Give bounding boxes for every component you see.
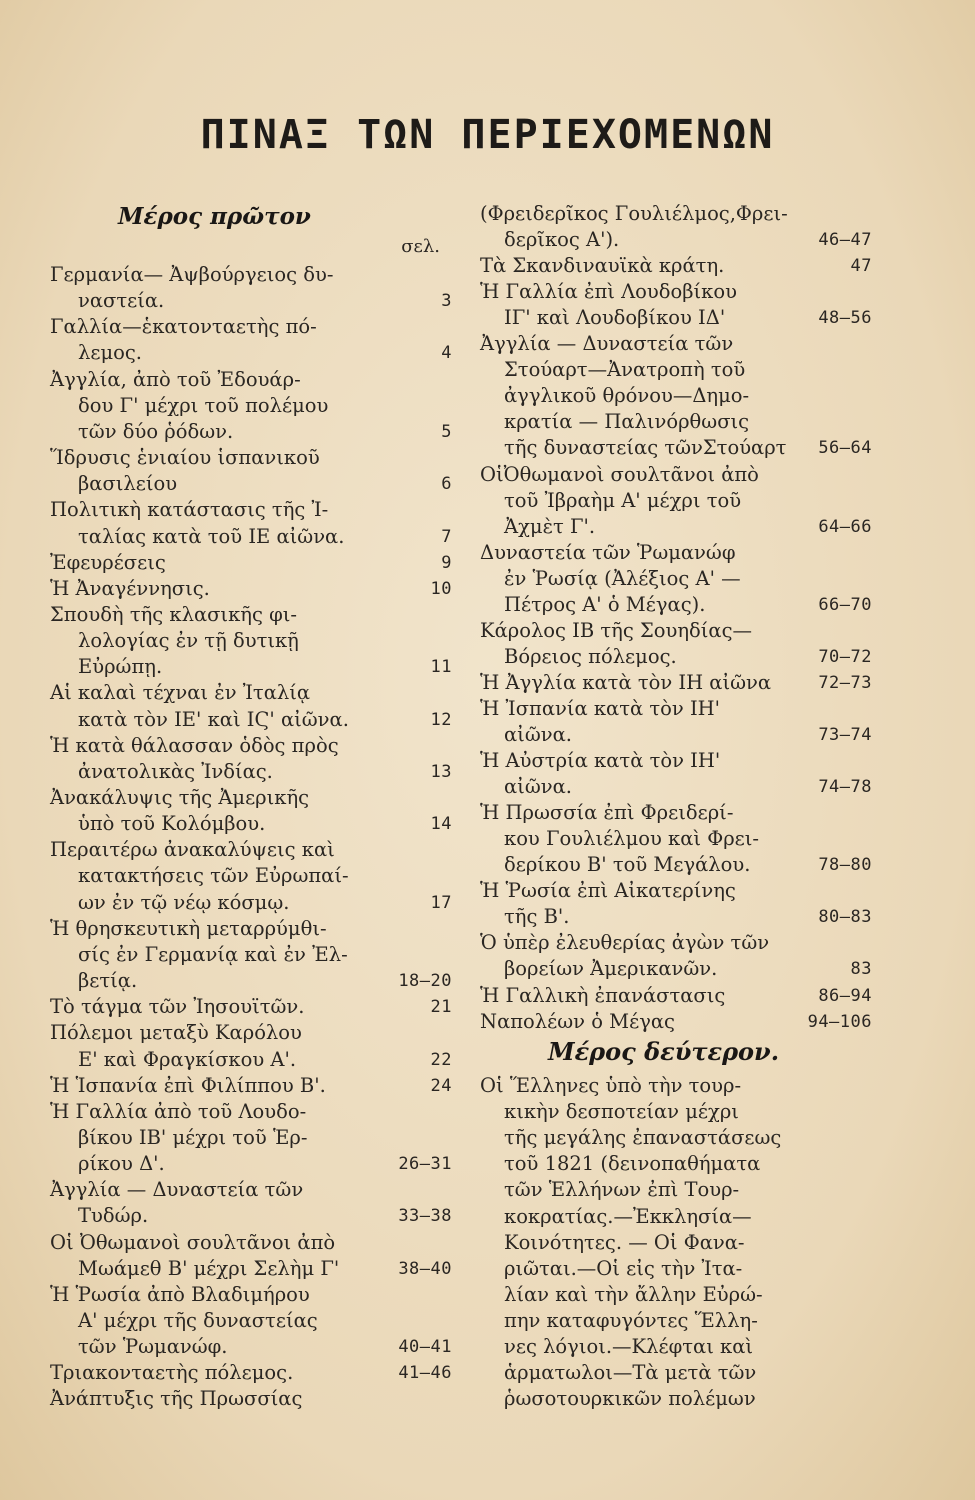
toc-entry-line [50, 340, 452, 366]
entry-text: πην καταφυγόντες Ἕλλη- [504, 1308, 758, 1332]
entry-text: αἰῶνα. [504, 723, 572, 746]
page-number: 78—80 [818, 855, 872, 876]
page-number: 18—20 [398, 971, 452, 992]
entry-text: Κάρολος ΙΒ τῆς Σουηδίας— [480, 618, 753, 642]
toc-entry-line [480, 878, 900, 904]
page-number: 24 [430, 1075, 452, 1096]
toc-entry-line [480, 722, 900, 748]
entry-text: κικὴν δεσποτείαν μέχρι [504, 1100, 739, 1124]
entry-text: Ἡ Ῥωσία ἐπὶ Αἰκατερίνης [480, 879, 736, 903]
toc-entry-line [480, 930, 900, 956]
entry-text: Πολιτικὴ κατάστασις τῆς Ἰ- [50, 498, 329, 522]
entry-text: βετίᾳ. [78, 969, 138, 993]
entry-text: λίαν καὶ τὴν ἄλλην Εὐρώ- [504, 1282, 763, 1306]
toc-entry-line [480, 774, 900, 800]
entry-text: δερῖκος Α'). [504, 228, 620, 252]
toc-entry-line [50, 942, 452, 968]
entry-text: ΙΓ' καὶ Λουδοβίκου ΙΔ' [504, 306, 726, 330]
toc-entry-line [480, 1282, 900, 1308]
entry-text: Τυδώρ. [78, 1204, 149, 1228]
toc-entry-line [480, 1230, 900, 1256]
toc-entry-line [480, 644, 900, 670]
page-number: 83 [850, 959, 872, 980]
toc-entry-line [480, 331, 900, 357]
toc-entry-line [50, 1386, 452, 1412]
toc-entry-line [50, 1256, 452, 1282]
entry-text: ταλίας κατὰ τοῦ ΙΕ αἰῶνα. [78, 524, 345, 548]
toc-entry-line [50, 576, 452, 602]
page-number: 48—56 [818, 308, 872, 329]
toc-entry-line [480, 462, 900, 488]
toc-entry-line [50, 863, 452, 889]
entry-text: ῥωσοτουρκικῶν πολέμων [504, 1387, 756, 1411]
entry-text: τῆς μεγάλης ἐπαναστάσεως [504, 1126, 782, 1150]
page-number: 46—47 [818, 230, 872, 251]
entry-text: τῶν Ῥωμανώφ. [78, 1335, 228, 1359]
entry-text: τῆς Β'. [504, 905, 570, 929]
toc-entry-line [480, 1125, 900, 1151]
entry-text: Μωάμεθ Β' μέχρι Σελὴμ Γ' [78, 1256, 340, 1280]
entry-text: Σπουδὴ τῆς κλασικῆς φι- [50, 602, 297, 626]
page-number: 86—94 [818, 985, 872, 1006]
entry-text: ναστεία. [78, 289, 165, 313]
entry-text: τοῦ 1821 (δεινοπαθήματα [504, 1152, 761, 1176]
entry-text: Ὁ ὑπὲρ ἐλευθερίας ἀγὼν τῶν [480, 931, 770, 955]
toc-entry-line [50, 785, 452, 811]
toc-entry-line [480, 1386, 900, 1412]
toc-entry-line [480, 1099, 900, 1125]
toc-entry-line [50, 1308, 452, 1334]
page-number: 94—106 [807, 1011, 872, 1032]
entry-text: Α' μέχρι τῆς δυναστείας [78, 1309, 318, 1332]
page-number: 14 [430, 814, 452, 835]
entry-text: Ἡ Ἰσπανία κατὰ τὸν ΙΗ' [480, 696, 721, 720]
toc-entry-line [480, 1204, 900, 1230]
toc-entry-line [480, 1308, 900, 1334]
page-number: 70—72 [818, 646, 872, 667]
entry-text: Ἡ Αὐστρία κατὰ τὸν ΙΗ' [480, 749, 721, 773]
entry-text: δου Γ' μέχρι τοῦ πολέμου [78, 393, 329, 417]
toc-entry-line [50, 1020, 452, 1046]
entry-text: λολογίας ἐν τῇ δυτικῇ [78, 629, 299, 653]
toc-entry-line [50, 837, 452, 863]
page-number: 40—41 [398, 1337, 452, 1358]
entry-text: κατὰ τὸν ΙΕ' καὶ ΙϚ' αἰῶνα. [78, 707, 349, 731]
entry-text: δερίκου Β' τοῦ Μεγάλου. [504, 853, 751, 877]
toc-entry-line [480, 383, 900, 409]
toc-entry-line [50, 1073, 452, 1099]
toc-entry-line [480, 956, 900, 982]
toc-entry-line [480, 357, 900, 383]
page-number: 38—40 [398, 1258, 452, 1279]
entry-text: ρίκου Δ'. [78, 1152, 165, 1176]
entry-text: Ἡ Πρωσσία ἐπὶ Φρειδερί- [480, 801, 734, 825]
entry-text: Ἀχμὲτ Γ'. [504, 514, 596, 538]
toc-entry-line [480, 201, 900, 227]
page-number: 6 [441, 474, 452, 495]
entry-text: τοῦ Ἰβραὴμ Α' μέχρι τοῦ [504, 488, 742, 512]
entry-text: Πόλεμοι μεταξὺ Καρόλου [50, 1021, 302, 1045]
toc-entry-line [480, 514, 900, 540]
page-number: 7 [441, 526, 452, 547]
toc-entry-line [50, 1125, 452, 1151]
page-number: 26—31 [398, 1154, 452, 1175]
entry-text: Βόρειος πόλεμος. [504, 644, 677, 668]
entry-text: κου Γουλιέλμου καὶ Φρει- [504, 827, 760, 851]
entry-text: ἐν Ῥωσίᾳ (Ἀλέξιος Α' — [504, 566, 741, 590]
entry-text: Ἵδρυσις ἑνιαίου ἱσπανικοῦ [50, 446, 320, 470]
page-number: 56—64 [818, 438, 872, 459]
toc-entry-line [50, 890, 452, 916]
page-number: 47 [850, 256, 872, 277]
page-number: 72—73 [818, 672, 872, 693]
entry-text: Πέτρος Α' ὁ Μέγας). [504, 592, 706, 616]
page-number: 10 [430, 578, 452, 599]
toc-entry-line [480, 748, 900, 774]
page-number: 66—70 [818, 594, 872, 615]
toc-entry-line [50, 994, 452, 1020]
toc-entry-line [50, 968, 452, 994]
entry-text: κρατία — Παλινόρθωσις [504, 410, 750, 434]
toc-entry-line [480, 409, 900, 435]
page-number: 80—83 [818, 907, 872, 928]
toc-entry-line [50, 733, 452, 759]
toc-entry-line [50, 1151, 452, 1177]
toc-entry-line [480, 852, 900, 878]
entry-text: Περαιτέρω ἀνακαλύψεις καὶ [50, 838, 335, 862]
entry-text: αἰῶνα. [504, 775, 572, 799]
entry-text: Ε' καὶ Φραγκίσκου Α'. [78, 1047, 297, 1071]
toc-entry-line [50, 367, 452, 393]
toc-entry-line [50, 314, 452, 340]
toc-entry-line [50, 916, 452, 942]
entry-text: ἁρματωλοι—Τὰ μετὰ τῶν [504, 1361, 757, 1385]
toc-entry-line [480, 227, 900, 253]
page-number: 3 [441, 291, 452, 312]
toc-entry-line [480, 435, 900, 461]
entry-text: Ἀγγλία, ἀπὸ τοῦ Ἐδουάρ- [50, 367, 301, 391]
entry-text: Ἀνάπτυξις τῆς Πρωσσίας [50, 1387, 303, 1411]
toc-entry-line [50, 1047, 452, 1073]
entry-text: Γαλλία—ἑκατονταετὴς πό- [50, 315, 317, 339]
toc-entry-line [50, 1360, 452, 1386]
entry-text: ΟἱὈθωμανοὶ σουλτᾶνοι ἀπὸ [480, 462, 759, 486]
page-number: 17 [430, 892, 452, 913]
toc-entry-line [50, 262, 452, 288]
toc-entry-line [50, 1203, 452, 1229]
toc-entry-line [480, 253, 900, 279]
toc-entry-line [480, 1177, 900, 1203]
entry-text: Ἡ Ἀγγλία κατὰ τὸν ΙΗ αἰῶνα [480, 670, 772, 694]
entry-text: Εὐρώπῃ. [78, 655, 163, 679]
toc-entry-line [50, 1230, 452, 1256]
toc-entry-line [50, 497, 452, 523]
entry-text: Ἐφευρέσεις [50, 550, 166, 574]
page-number: 9 [441, 552, 452, 573]
page-number: 21 [430, 997, 452, 1018]
entry-text: Ἀγγλία — Δυναστεία τῶν [50, 1178, 304, 1202]
toc-entry-line [480, 904, 900, 930]
entry-text: Ἡ Γαλλία ἀπὸ τοῦ Λουδο- [50, 1099, 307, 1123]
entry-text: Ἡ κατὰ θάλασσαν ὁδὸς πρὸς [50, 733, 339, 757]
entry-text: λεμος. [78, 341, 142, 365]
entry-text: Τριακονταετὴς πόλεμος. [50, 1361, 294, 1385]
toc-entry-line [50, 419, 452, 445]
page-number: 4 [441, 343, 452, 364]
entry-text: κατακτήσεις τῶν Εὐρωπαί- [78, 864, 349, 888]
entry-text: τῶν δύο ῥόδων. [78, 419, 234, 443]
entry-text: νες λόγιοι.—Κλέφται καὶ [504, 1335, 754, 1358]
page-number: 74—78 [818, 777, 872, 798]
entry-text: Οἱ Ὀθωμανοὶ σουλτᾶνοι ἀπὸ [50, 1230, 336, 1254]
toc-entry-line [480, 696, 900, 722]
toc-entry-line [50, 550, 452, 576]
toc-entry-line [50, 471, 452, 497]
part-one-heading: Μέρος πρῶτον [118, 203, 311, 230]
entry-text: ὑπὸ τοῦ Κολόμβου. [78, 812, 266, 836]
toc-entry-line [480, 488, 900, 514]
toc-entry-line [50, 393, 452, 419]
toc-entry-line [50, 654, 452, 680]
toc-entry-line [50, 759, 452, 785]
toc-entry-line [50, 1177, 452, 1203]
toc-entry-line [480, 1009, 900, 1035]
entry-text: Τὰ Σκανδιναυϊκὰ κράτη. [480, 254, 725, 278]
toc-entry-line [480, 983, 900, 1009]
entry-text: βασιλείου [78, 472, 178, 496]
toc-entry-line [480, 279, 900, 305]
page-number: 11 [430, 657, 452, 678]
page-title: ΠΙΝΑΞ ΤΩΝ ΠΕΡΙΕΧΟΜΕΝΩΝ [200, 112, 775, 158]
page-number: 13 [430, 761, 452, 782]
toc-entry-line [480, 1256, 900, 1282]
part-two-heading: Μέρος δεύτερον. [548, 1037, 780, 1066]
entry-text: Ναπολέων ὁ Μέγας [480, 1009, 675, 1033]
entry-text: (Φρειδερῖκος Γουλιέλμος,Φρει- [480, 202, 788, 225]
page-number: 22 [430, 1049, 452, 1070]
entry-text: τῶν Ἑλλήνων ἐπὶ Τουρ- [504, 1178, 740, 1202]
entry-text: ων ἐν τῷ νέῳ κόσμῳ. [78, 890, 290, 914]
toc-entry-line [480, 618, 900, 644]
toc-entry-line [50, 602, 452, 628]
toc-entry-line [50, 628, 452, 654]
entry-text: Αἱ καλαὶ τέχναι ἐν Ἰταλίᾳ [50, 681, 311, 705]
toc-entry-line [50, 1282, 452, 1308]
entry-text: Ἀνακάλυψις τῆς Ἀμερικῆς [50, 786, 310, 809]
toc-entry-line [50, 1099, 452, 1125]
toc-entry-line [50, 1334, 452, 1360]
page-number: 33—38 [398, 1206, 452, 1227]
toc-entry-line [50, 680, 452, 706]
entry-text: κοκρατίας.—Ἐκκλησία— [504, 1204, 752, 1228]
toc-entry-line [480, 1073, 900, 1099]
page-number: 64—66 [818, 516, 872, 537]
page-number: 73—74 [818, 725, 872, 745]
entry-text: Ἡ Γαλλία ἐπὶ Λουδοβίκου [480, 280, 737, 304]
toc-entry-line [480, 1151, 900, 1177]
toc-entry-line [480, 1360, 900, 1386]
entry-text: ἀνατολικὰς Ἰνδίας. [78, 759, 273, 783]
entry-text: Γερμανία— Ἀψβούργειος δυ- [50, 263, 334, 286]
entry-text: Ἀγγλία — Δυναστεία τῶν [480, 332, 734, 356]
entry-text: Τὸ τάγμα τῶν Ἰησουϊτῶν. [50, 995, 305, 1019]
entry-text: Κοινότητες. — Οἱ Φανα- [504, 1230, 745, 1254]
toc-entry-line [480, 826, 900, 852]
entry-text: Ἡ θρησκευτικὴ μεταρρύμθι- [50, 916, 327, 940]
toc-entry-line [480, 305, 900, 331]
entry-text: τῆς δυναστείας τῶνΣτούαρτ [504, 436, 787, 460]
page-number: 5 [441, 421, 452, 442]
toc-entry-line [480, 566, 900, 592]
toc-entry-line [480, 540, 900, 566]
entry-text: Ἡ Ἱσπανία ἐπὶ Φιλίππου Β'. [50, 1073, 326, 1097]
toc-entry-line [50, 811, 452, 837]
toc-entry-line [480, 800, 900, 826]
toc-entry-line [50, 288, 452, 314]
entry-text: Δυναστεία τῶν Ῥωμανώφ [480, 540, 736, 564]
entry-text: βίκου ΙΒ' μέχρι τοῦ Ἑρ- [78, 1125, 308, 1149]
toc-entry-line [480, 592, 900, 618]
entry-text: Ἡ Ἀναγέννησις. [50, 576, 210, 600]
entry-text: ριῶται.—Οἱ εἰς τὴν Ἰτα- [504, 1256, 743, 1280]
page-number: 12 [430, 709, 452, 730]
entry-text: Ἡ Ῥωσία ἀπὸ Βλαδιμήρου [50, 1282, 310, 1306]
toc-entry-line [50, 524, 452, 550]
entry-text: Στούαρτ—Ἀνατροπὴ τοῦ [504, 358, 746, 382]
entry-text: Οἱ Ἕλληνες ὑπὸ τὴν τουρ- [480, 1074, 742, 1097]
toc-entry-line [50, 445, 452, 471]
toc-entry-line [480, 1334, 900, 1360]
entry-text: βορείων Ἀμερικανῶν. [504, 957, 718, 981]
entry-text: Ἡ Γαλλικὴ ἐπανάστασις [480, 983, 726, 1007]
entry-text: σίς ἐν Γερμανίᾳ καὶ ἐν Ἐλ- [78, 942, 348, 966]
page-column-label: σελ. [401, 236, 440, 257]
toc-entry-line [50, 707, 452, 733]
entry-text: ἀγγλικοῦ θρόνου—Δημο- [504, 384, 750, 408]
toc-entry-line [480, 670, 900, 696]
page-number: 41—46 [398, 1363, 452, 1384]
